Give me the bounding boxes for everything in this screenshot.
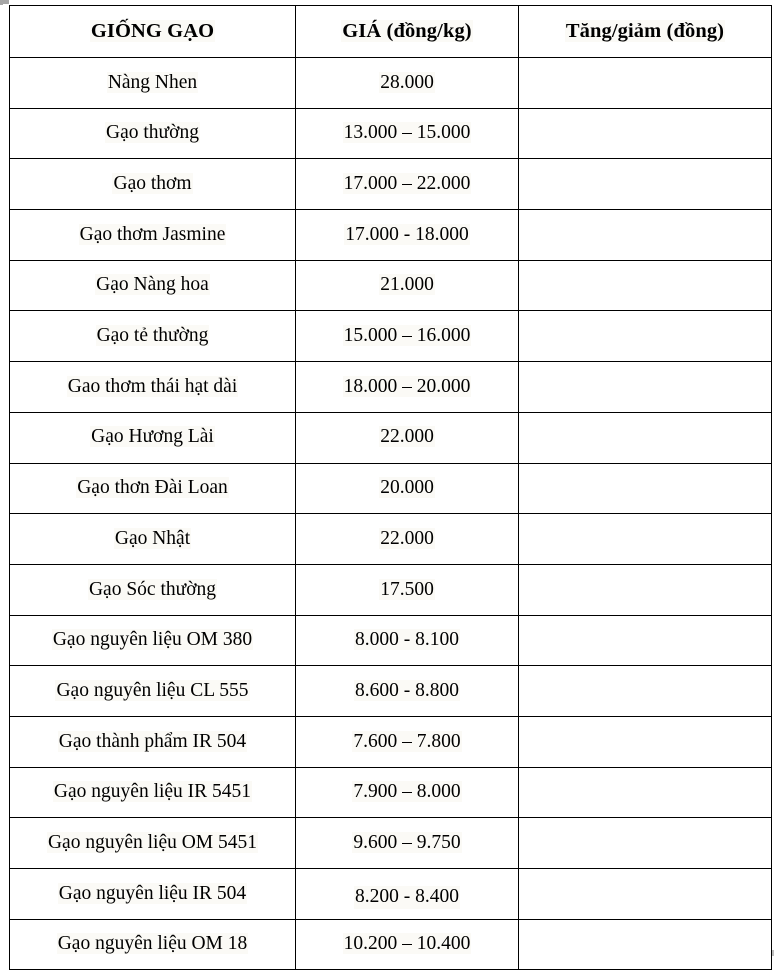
cell-price [296,514,519,565]
cell-rice-variety [10,666,296,717]
cell-change [519,564,772,615]
cell-rice-variety [10,514,296,565]
cell-price [296,666,519,717]
column-header-price [296,6,519,58]
price-text: 22.000 [380,527,434,549]
cell-rice-variety [10,108,296,159]
cell-rice-variety [10,412,296,463]
table-row [10,869,772,920]
price-text: 15.000 – 16.000 [343,325,471,347]
table-row [10,666,772,717]
cell-change [519,919,772,970]
cell-change [519,412,772,463]
rice-variety-text: Gạo nguyên liệu OM 380 [52,629,253,651]
price-text: 22.000 [380,426,434,448]
price-text: 9.600 – 9.750 [353,831,461,853]
cell-rice-variety [10,919,296,970]
cell-change [519,818,772,869]
cell-rice-variety [10,564,296,615]
cell-price [296,362,519,413]
price-text: 18.000 – 20.000 [343,375,471,397]
price-text: 17.500 [380,578,434,600]
cell-rice-variety [10,869,296,920]
cell-rice-variety [10,463,296,514]
table-row [10,514,772,565]
rice-variety-text: Gạo Nhật [114,527,191,549]
cell-price [296,108,519,159]
cell-change [519,108,772,159]
table-row [10,919,772,970]
cell-rice-variety [10,767,296,818]
cell-price [296,58,519,109]
price-text: 8.200 - 8.400 [355,886,459,908]
table-row [10,311,772,362]
table-row [10,463,772,514]
rice-variety-text: Gạo thơm Jasmine [79,223,226,245]
table-body [10,58,772,970]
selection-handle-mark-vertical [0,0,3,5]
rice-variety-text: Gạo thường [106,122,199,144]
rice-variety-text: Gạo Hương Lài [91,426,214,448]
cell-change [519,260,772,311]
cell-change [519,58,772,109]
price-text: 13.000 – 15.000 [343,122,471,144]
cell-rice-variety [10,311,296,362]
cell-rice-variety [10,818,296,869]
rice-variety-text: Gạo nguyên liệu OM 5451 [47,831,258,853]
cell-rice-variety [10,615,296,666]
price-text: 17.000 – 22.000 [343,173,471,194]
cell-change [519,767,772,818]
rice-variety-text: Gạo nguyên liệu OM 18 [57,933,248,955]
cell-change [519,210,772,261]
cell-rice-variety [10,159,296,210]
cell-price [296,159,519,210]
rice-variety-text: Gạo thơn Đài Loan [77,477,228,499]
table-row [10,767,772,818]
table-row [10,716,772,767]
cell-price [296,210,519,261]
price-text: 10.200 – 10.400 [343,933,471,955]
cell-rice-variety [10,362,296,413]
cell-change [519,311,772,362]
table-row [10,58,772,109]
cell-change [519,159,772,210]
cell-price [296,564,519,615]
cell-change [519,869,772,920]
price-text: 8.000 - 8.100 [355,629,459,651]
cell-rice-variety [10,58,296,109]
cell-change [519,615,772,666]
rice-variety-text: Gao thơm thái hạt dài [67,375,238,397]
rice-variety-text: Gạo Sóc thường [88,578,217,600]
table-row [10,108,772,159]
rice-variety-text: Gạo nguyên liệu IR 504 [58,882,247,904]
cell-price [296,818,519,869]
rice-variety-text: Gạo nguyên liệu IR 5451 [53,781,252,803]
table-header-row [10,6,772,58]
price-text: 20.000 [380,477,434,499]
cell-price [296,767,519,818]
rice-variety-text: Gạo thơm [113,173,192,194]
rice-variety-text: Nàng Nhen [107,71,198,93]
price-text: 8.600 - 8.800 [355,679,459,701]
table-row [10,412,772,463]
table-row [10,159,772,210]
cell-change [519,514,772,565]
cell-change [519,666,772,717]
table-row [10,210,772,261]
rice-variety-text: Gạo thành phẩm IR 504 [58,730,247,752]
table-row [10,615,772,666]
cell-price [296,615,519,666]
table-header [10,6,772,58]
cell-change [519,362,772,413]
cell-price [296,311,519,362]
table-row [10,564,772,615]
cell-price [296,716,519,767]
cell-price [296,412,519,463]
table-row [10,362,772,413]
cell-rice-variety [10,716,296,767]
price-text: 7.900 – 8.000 [353,781,461,803]
cell-rice-variety [10,210,296,261]
table-row [10,260,772,311]
column-header-rice-variety-label: GIỐNG GẠO [90,19,215,42]
cell-change [519,463,772,514]
cell-price [296,463,519,514]
cell-change [519,716,772,767]
rice-variety-text: Gạo Nàng hoa [96,274,209,296]
cell-price [296,869,519,920]
column-header-change-label: Tăng/giảm (đồng) [565,19,725,42]
rice-variety-text: Gạo nguyên liệu CL 555 [56,679,249,701]
rice-price-table [9,5,772,970]
rice-variety-text: Gạo tẻ thường [96,325,209,347]
price-text: 21.000 [380,274,434,296]
cell-price [296,919,519,970]
cell-rice-variety [10,260,296,311]
price-text: 7.600 – 7.800 [353,730,461,752]
column-header-rice-variety [10,6,296,58]
column-header-change [519,6,772,58]
price-text: 28.000 [380,71,434,93]
cell-price [296,260,519,311]
table-row [10,818,772,869]
column-header-price-label: GIÁ (đồng/kg) [342,19,472,42]
price-text: 17.000 - 18.000 [345,223,469,245]
